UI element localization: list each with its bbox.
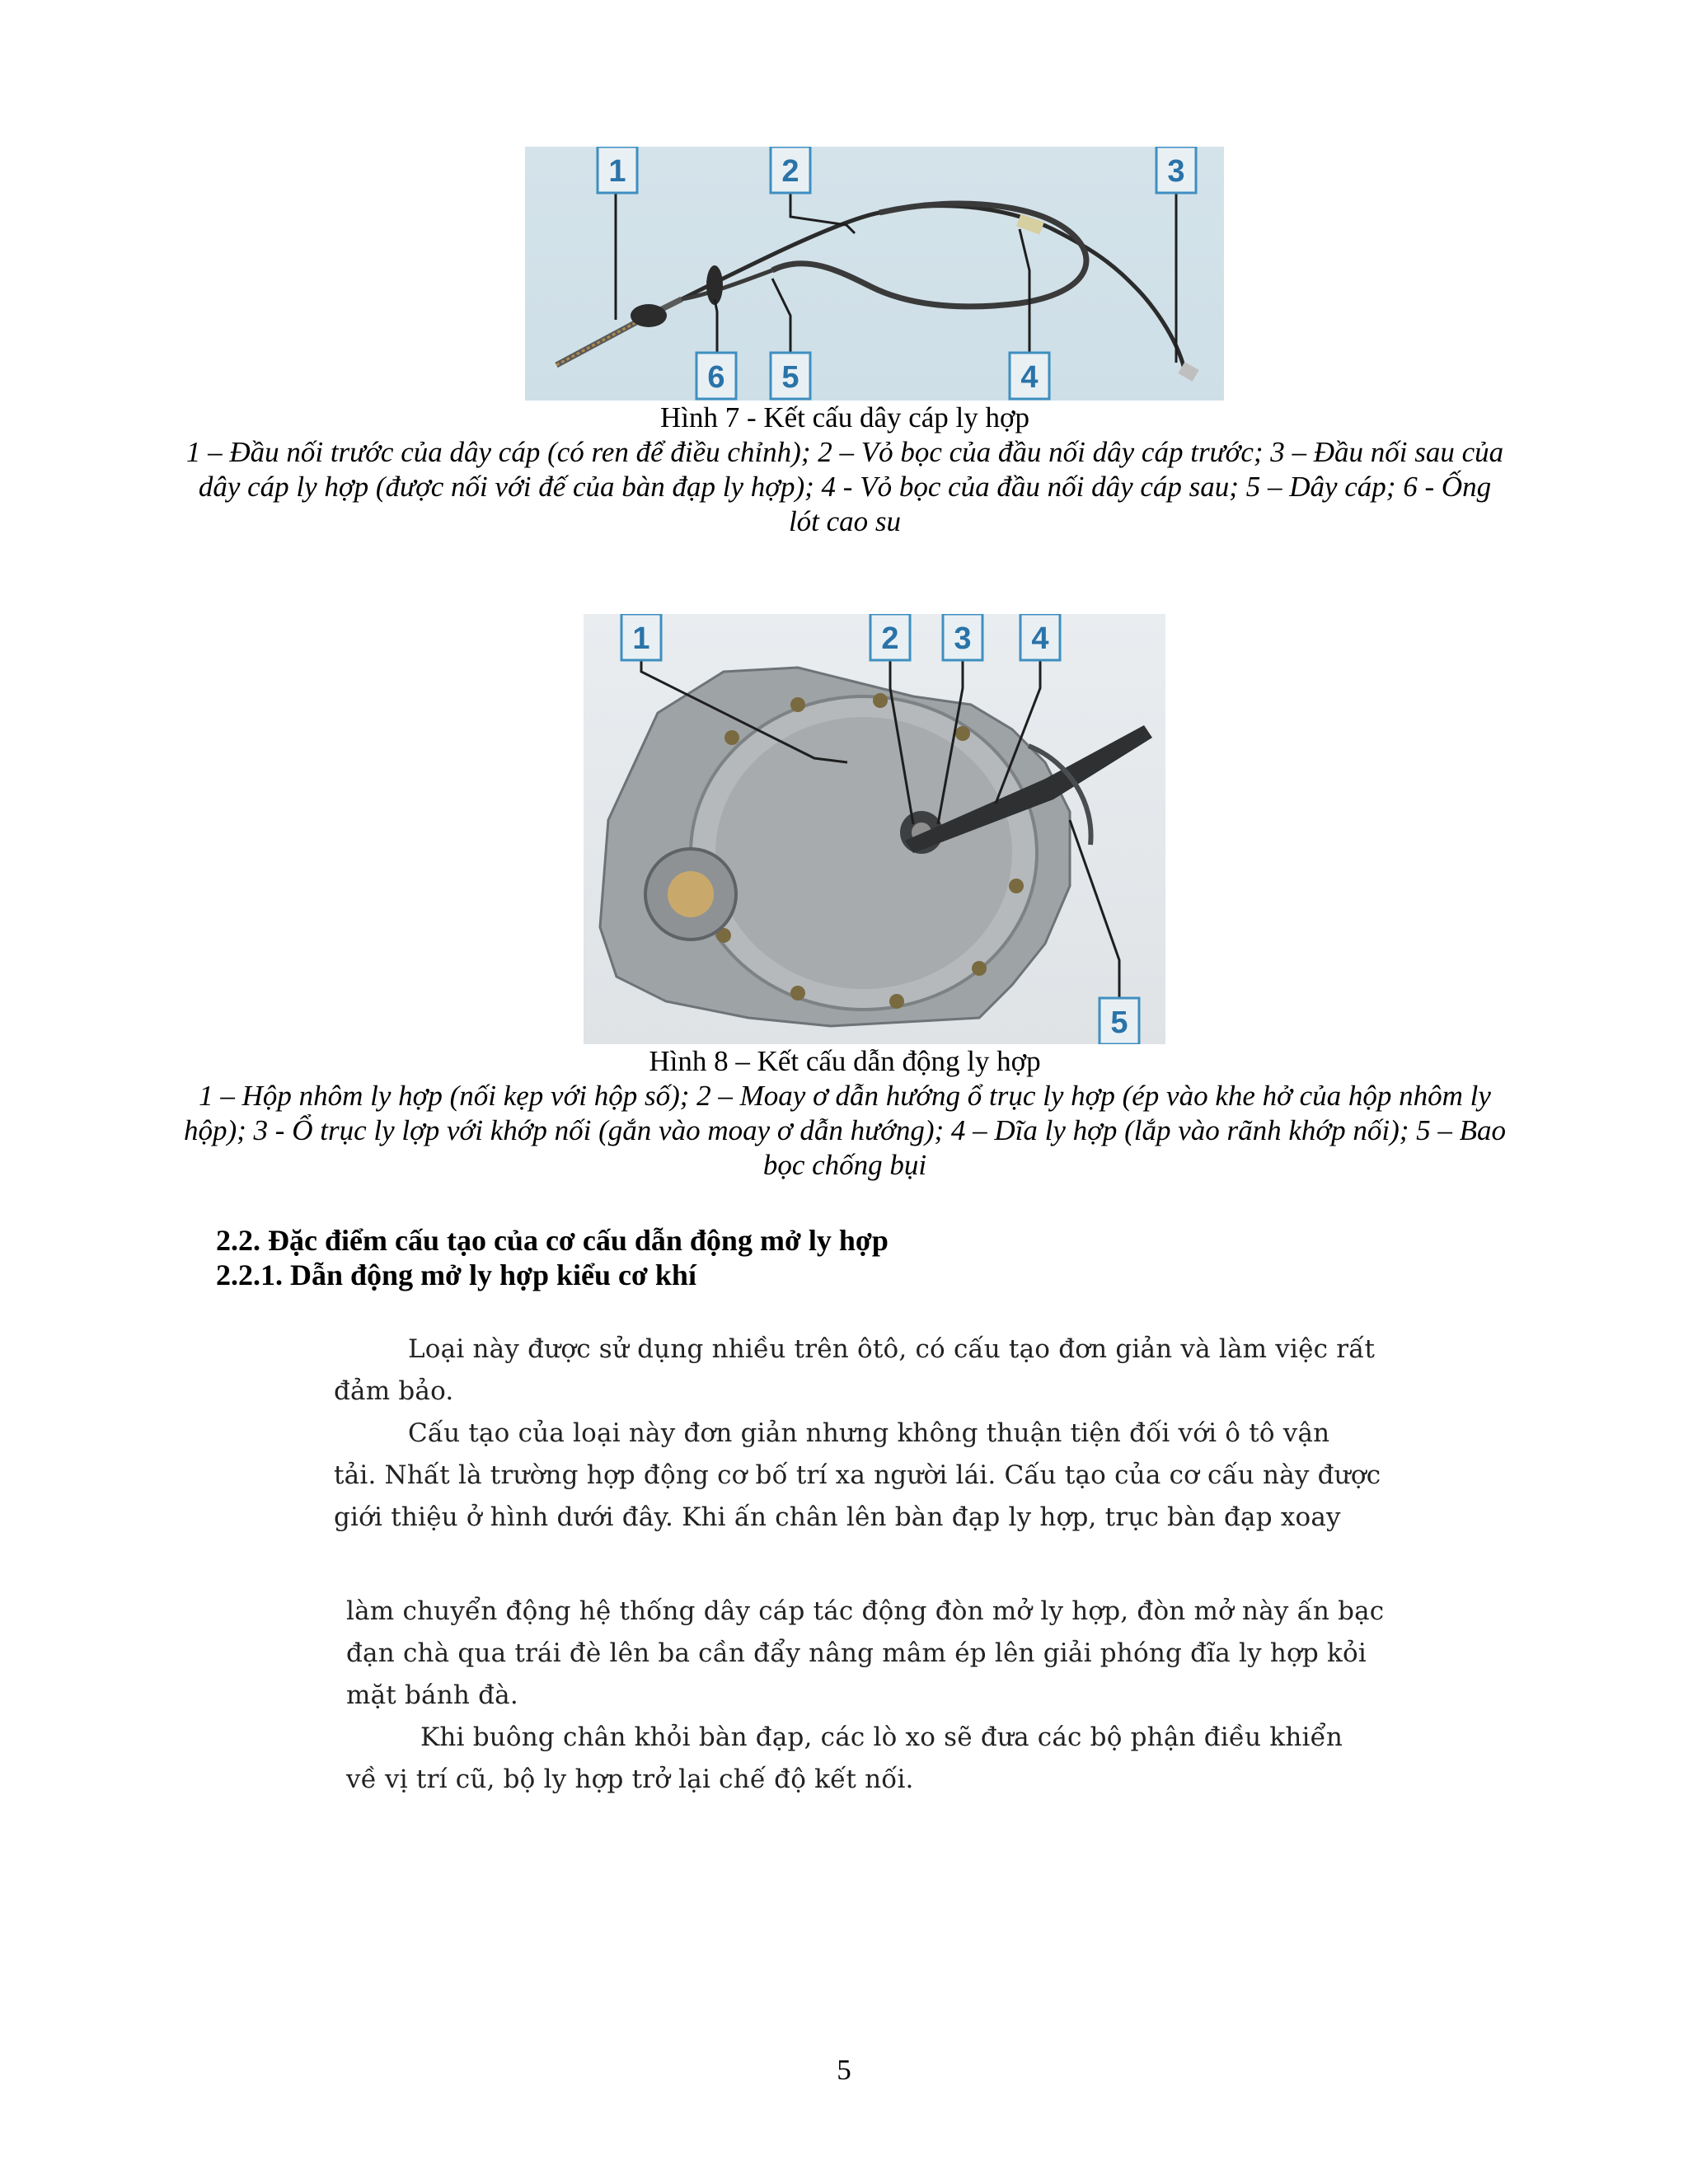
text-line: đạn chà qua trái đè lên ba cần đẩy nâng mâm ép lên giải phóng đĩa ly hợp kỏi [346, 1638, 1367, 1668]
svg-text:1: 1 [632, 621, 650, 656]
figure-7-title: Hình 7 - Kết cấu dây cáp ly hợp [659, 401, 1030, 434]
text-line: giới thiệu ở hình dưới đây. Khi ấn chân lên bàn đạp ly hợp, trục bàn đạp xoay [334, 1502, 1341, 1532]
svg-text:1: 1 [608, 154, 626, 189]
scanned-paragraph-block-2 [346, 1591, 1409, 1801]
callout-5 [771, 353, 810, 399]
text-line: Khi buông chân khỏi bàn đạp, các lò xo sẽ đưa các bộ phận điều khiển [420, 1722, 1343, 1752]
callout-1 [621, 614, 661, 660]
text-line: mặt bánh đà. [346, 1680, 518, 1710]
page-number: 5 [837, 2054, 851, 2086]
svg-text:4: 4 [1020, 360, 1039, 395]
svg-text:4: 4 [1031, 621, 1049, 656]
svg-text:5: 5 [1110, 1005, 1128, 1040]
svg-text:5: 5 [781, 360, 799, 395]
callout-6 [696, 353, 736, 399]
clutch-housing-illustration [584, 614, 1165, 1044]
scanned-paragraph-block-1 [334, 1329, 1397, 1539]
figure-7-clutch-cable [525, 147, 1224, 401]
figure-7-description: 1 – Đầu nối trước của dây cáp (có ren để điều chỉnh); 2 – Vỏ bọc của đầu nối dây cáp trước; 3 – Đầu nối sau của dây cáp ly hợp (được nối với đế của bàn đạp ly hợp); 4 - Vỏ bọc của đầu nối dây cáp sau; 5 – Dây cáp; 6 - Ống lót cao su [185, 436, 1504, 537]
callout-4 [1010, 353, 1049, 399]
clutch-cable-illustration [525, 147, 1224, 401]
svg-text:6: 6 [707, 360, 725, 395]
text-line: đảm bảo. [334, 1376, 454, 1406]
rubber-bushing [706, 265, 723, 305]
callout-3 [1156, 147, 1196, 193]
figure-8-description: 1 – Hộp nhôm ly hợp (nối kẹp với hộp số); 2 – Moay ơ dẫn hướng ổ trục ly hợp (ép vào khe hở của hộp nhôm ly hộp); 3 - Ổ trục ly lợp với khớp nối (gắn vào moay ơ dẫn hướng); 4 – Dĩa ly hợp (lắp vào rãnh khớp nối); 5 – Bao bọc chống bụi [183, 1080, 1507, 1181]
callout-2 [870, 614, 910, 660]
callout-5 [1100, 998, 1139, 1044]
cable-sheath [772, 204, 1086, 307]
figure-8-title: Hình 8 – Kết cấu dẫn động ly hợp [649, 1045, 1041, 1077]
text-line: về vị trí cũ, bộ ly hợp trở lại chế độ kết nối. [346, 1765, 914, 1794]
cable-line [682, 206, 1184, 369]
callout-3 [943, 614, 982, 660]
text-line: tải. Nhất là trường hợp động cơ bố trí xa người lái. Cấu tạo của cơ cấu này được [334, 1460, 1381, 1490]
callout-1 [598, 147, 637, 193]
svg-text:2: 2 [781, 154, 799, 189]
text-line: Loại này được sử dụng nhiều trên ôtô, có cấu tạo đơn giản và làm việc rất [408, 1334, 1376, 1364]
svg-text:3: 3 [1167, 154, 1185, 189]
section-heading: 2.2. Đặc điểm cấu tạo của cơ cấu dẫn động mở ly hợp [216, 1224, 889, 1257]
svg-text:2: 2 [881, 621, 899, 656]
callout-4 [1020, 614, 1060, 660]
subsection-heading: 2.2.1. Dẫn động mở ly hợp kiểu cơ khí [216, 1258, 696, 1291]
svg-text:3: 3 [954, 621, 972, 656]
text-line: làm chuyển động hệ thống dây cáp tác động đòn mở ly hợp, đòn mở này ấn bạc [346, 1596, 1385, 1626]
callout-2 [771, 147, 810, 193]
text-line: Cấu tạo của loại này đơn giản nhưng không thuận tiện đối với ô tô vận [408, 1418, 1330, 1448]
figure-8-clutch-housing [584, 614, 1165, 1044]
